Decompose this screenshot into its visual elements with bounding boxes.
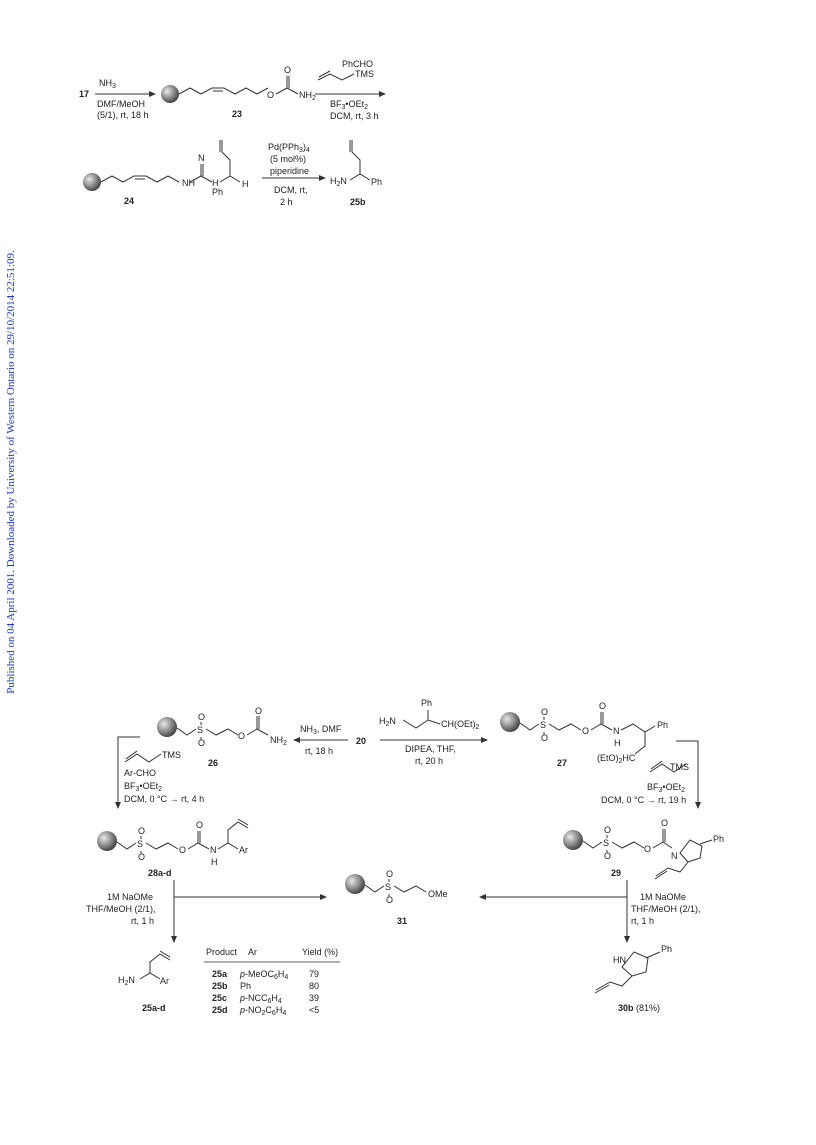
table-cell: $p-NO_2C_6H_4$ — [240, 1005, 287, 1017]
reagent: rt, 1 h — [131, 916, 155, 926]
atom-label: O — [604, 825, 612, 835]
atom-label: H — [242, 179, 249, 189]
bond-chain — [201, 722, 238, 740]
reagent: TMS — [670, 762, 689, 772]
atom-label: H — [211, 857, 218, 867]
scheme-1 — [79, 59, 385, 207]
atom-label: N — [198, 153, 205, 163]
table-cell: Ph — [240, 981, 252, 991]
atom-label: $NH_2$ — [270, 735, 287, 747]
compound-26-label: 26 — [208, 758, 219, 768]
bond-chain — [389, 879, 426, 897]
yield-table — [204, 947, 340, 1017]
bond-chain — [583, 841, 602, 848]
table-cell: $p-MeOC_6H_4$ — [240, 969, 289, 981]
atom-label: O — [284, 65, 292, 75]
atom-label: O — [196, 820, 204, 830]
atom-label: S — [603, 838, 610, 848]
atom-label: $NH_2$ — [299, 90, 316, 102]
reagent: 1M NaOMe — [107, 892, 154, 902]
bond-chain — [621, 724, 655, 754]
bond-chain — [365, 885, 384, 892]
atom-label: S — [540, 720, 547, 730]
table-cell: $p-NCC_6H_4$ — [240, 993, 282, 1005]
atom-label: Ph — [657, 720, 669, 730]
resin-bead-icon — [161, 85, 179, 103]
reagent: $CH(OEt)_2$ — [441, 719, 480, 731]
atom-label: Ph — [371, 177, 383, 187]
bond-chain — [607, 835, 644, 853]
reagent: THF/MeOH (2/1), — [631, 904, 701, 914]
atom-label: N — [671, 851, 678, 861]
atom-label: O — [599, 701, 607, 711]
bond-chain — [188, 831, 209, 849]
atom-label: $H_2N$ — [330, 176, 347, 188]
compound-25b-label: 25b — [350, 197, 366, 207]
bond-chain — [179, 88, 268, 94]
compound-29-label: 29 — [611, 868, 622, 878]
compound-27-label: 27 — [557, 758, 568, 768]
reagent: piperidine — [270, 166, 310, 176]
resin-bead-icon — [563, 830, 583, 850]
atom-label: O — [386, 895, 394, 905]
bond-chain — [591, 712, 612, 730]
table-cell: <5 — [309, 1005, 320, 1015]
atom-label: O — [138, 826, 146, 836]
atom-label: NH — [182, 178, 195, 188]
atom-label: H — [614, 738, 621, 748]
atom-label: O — [644, 844, 652, 854]
reagent: (5/1), rt, 18 h — [97, 110, 149, 120]
reagent: DIPEA, THF, — [405, 744, 456, 754]
table-cell: 80 — [309, 981, 320, 991]
atom-label: Ph — [421, 698, 433, 708]
bond-chain — [101, 176, 179, 182]
reagent: rt, 20 h — [415, 756, 444, 766]
reagent: rt, 1 h — [631, 916, 655, 926]
resin-bead-icon — [345, 874, 365, 894]
reagent: THF/MeOH (2/1), — [86, 904, 156, 914]
atom-label: N — [210, 845, 217, 855]
compound-31-label: 31 — [397, 916, 408, 926]
reagent: $BF_3•OEt_2$ — [330, 99, 368, 111]
pyrrolidine-ring — [622, 952, 660, 976]
compound-23-label: 23 — [232, 109, 243, 119]
reagent: TMS — [162, 750, 181, 760]
compound-30b-label: 30b (81%) — [618, 1003, 661, 1013]
table-cell: 79 — [309, 969, 320, 979]
reagent: TMS — [355, 69, 374, 79]
table-cell: 25c — [212, 993, 228, 1003]
allyl-bond — [595, 976, 632, 993]
atom-label: O — [541, 733, 549, 743]
reagent: (5 mol%) — [270, 154, 307, 164]
atom-label: O — [661, 818, 669, 828]
atom-label: O — [582, 726, 590, 736]
atom-label: O — [198, 738, 206, 748]
bond-chain — [653, 829, 672, 848]
atom-label: O — [138, 852, 146, 862]
atom-label: S — [197, 725, 204, 735]
compound-24-label: 24 — [124, 196, 135, 206]
atom-label: Ph — [212, 187, 224, 197]
allyl-bond — [220, 140, 240, 182]
allyl-bond — [318, 71, 354, 80]
table-header: Ar — [248, 947, 257, 957]
reagent: $BF_3•OEt_2$ — [124, 781, 162, 793]
compound-28-label: 28a-d — [148, 868, 172, 878]
atom-label: Ph — [661, 944, 673, 954]
reagent: Ar-CHO — [124, 768, 156, 778]
reagent: $NH_3$, DMF — [300, 724, 342, 736]
atom-label: Ph — [713, 834, 725, 844]
atom-label: S — [385, 882, 392, 892]
atom-label: N — [613, 726, 620, 736]
scheme-2 — [86, 698, 724, 1017]
table-cell: 39 — [309, 993, 320, 1003]
resin-bead-icon — [500, 712, 520, 732]
atom-label: S — [137, 839, 144, 849]
atom-label: O — [386, 869, 394, 879]
atom-label: Ar — [160, 976, 169, 986]
reagent: DCM, rt, — [274, 185, 308, 195]
reagent: rt, 18 h — [305, 746, 334, 756]
bond-chain — [141, 836, 178, 854]
table-header: Yield (%) — [302, 947, 339, 957]
bond-chain — [177, 728, 196, 735]
bond-chain — [544, 717, 581, 735]
atom-label: O — [179, 845, 187, 855]
resin-bead-icon — [157, 717, 177, 737]
allyl-bond — [140, 951, 170, 979]
reagent: DCM, 0 °C → rt, 4 h — [124, 794, 205, 804]
reagent: 2 h — [280, 197, 293, 207]
reagent: DMF/MeOH — [97, 99, 145, 109]
reagent: DCM, rt, 3 h — [330, 111, 379, 121]
bond-chain — [276, 76, 298, 94]
atom-label: O — [238, 731, 246, 741]
table-cell: 25d — [212, 1005, 228, 1015]
atom-label: O — [255, 706, 263, 716]
atom-label: $(EtO)_2HC$ — [597, 753, 636, 765]
compound-25ad-label: 25a-d — [142, 1003, 166, 1013]
atom-label: $H_2N$ — [118, 975, 135, 987]
allyl-bond — [655, 862, 688, 879]
table-cell: 25a — [212, 969, 228, 979]
reagent: PhCHO — [342, 59, 374, 69]
reagent: $Pd(PPh_3)_4$ — [268, 142, 310, 154]
allyl-bond — [350, 140, 370, 180]
reagent: DCM, 0 °C → rt, 19 h — [601, 795, 687, 805]
publication-note[interactable]: Published on 04 April 2001. Downloaded by University of Western Ontario on 29/10/2014 22:51:09. — [5, 250, 17, 694]
pyrrolidine-ring — [680, 840, 712, 862]
atom-label: O — [267, 90, 275, 100]
atom-label: H — [212, 178, 219, 188]
atom-label: HN — [613, 955, 626, 965]
compound-20-label: 20 — [356, 736, 367, 746]
reagent: 1M NaOMe — [640, 892, 687, 902]
atom-label: O — [604, 851, 612, 861]
bond-chain — [403, 710, 440, 728]
table-header: Product — [206, 947, 238, 957]
reagent: $H_2N$ — [379, 716, 396, 728]
reagent: $BF_3•OEt_2$ — [647, 782, 685, 794]
bond-chain — [117, 842, 136, 849]
resin-bead-icon — [97, 831, 117, 851]
resin-bead-icon — [83, 173, 101, 191]
bond-chain — [247, 716, 268, 735]
atom-label: OMe — [428, 889, 448, 899]
table-cell: 25b — [212, 981, 228, 991]
atom-label: O — [198, 712, 206, 722]
compound-17-label: 17 — [79, 89, 90, 99]
atom-label: Ar — [239, 845, 248, 855]
reagent: $NH_3$ — [99, 78, 116, 90]
bond-chain — [520, 723, 539, 730]
atom-label: O — [541, 707, 549, 717]
allyl-bond — [125, 751, 161, 762]
